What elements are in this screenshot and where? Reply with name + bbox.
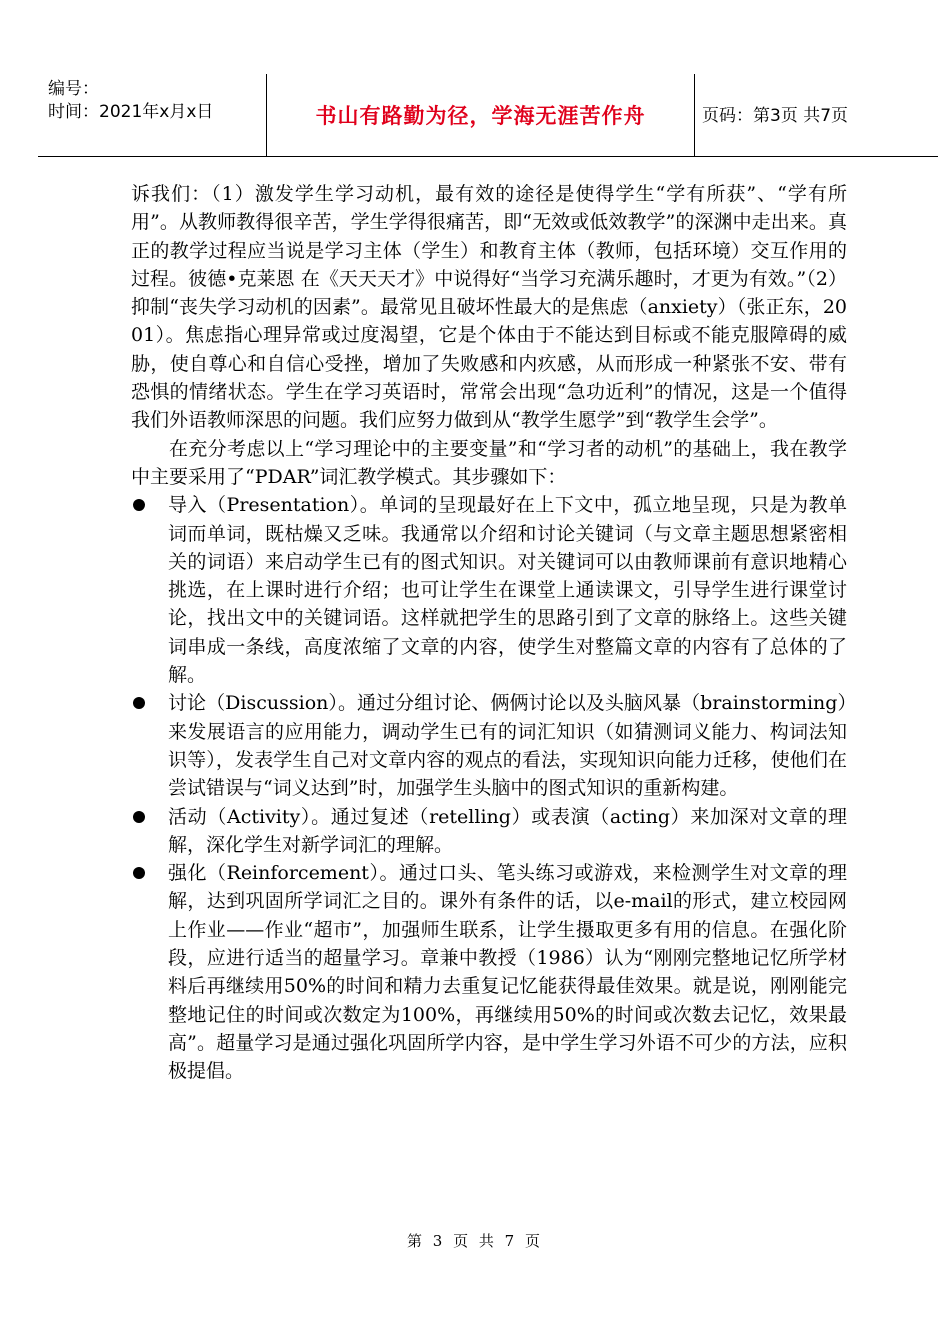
header-page-cell [695,74,938,156]
document-number-label: 编号： [48,79,99,99]
bullet-icon [133,867,145,879]
header-page-info: 页码：第3页 共7页 [702,106,849,126]
bullet-icon [133,499,145,511]
header-meta-cell [38,74,267,156]
header-motto-cell [267,74,695,156]
document-header [38,74,938,157]
step-activity-text: 活动（Activity）。通过复述（retelling）或表演（acting）来加深对文章的理解，深化学生对新学词汇的理解。 [168,805,847,856]
bullet-icon [133,697,145,709]
step-reinforcement-text: 强化（Reinforcement）。通过口头、笔头练习或游戏，来检测学生对文章的理解，达到巩固所学词汇之目的。课外有条件的话，以e-mail的形式，建立校园网上作业——作业“超市”，加强师生联系，让学生摄取更多有用的信息。在强化阶段，应进行适当的超量学习。章兼中教授（1986）认为“刚刚完整地记忆所学材料后再继续用50%的时间和精力去重复记忆能获得最佳效果。就是说，刚刚能完整地记住的时间或次数定为100%，再继续用50%的时间或次数去记忆，效果最高”。超量学习是通过强化巩固所学内容，是中学生学习外语不可少的方法，应积极提倡。 [168,862,847,1083]
header-motto: 书山有路勤为径，学海无涯苦作舟 [315,104,646,128]
document-date: 时间：2021年x月x日 [48,102,214,122]
list-item [131,689,847,802]
step-discussion-text: 讨论（Discussion）。通过分组讨论、俩俩讨论以及头脑风暴（brainstorming）来发展语言的应用能力，调动学生已有的词汇知识（如猜测词义能力、构词法知识等），发表学生自己对文章内容的观点的看法，实现知识向能力迁移，使他们在尝试错误与“词义达到”时，加强学生头脑中的图式知识的重新构建。 [168,692,847,800]
list-item [131,803,847,860]
document-body [131,180,847,1086]
list-item [131,491,847,689]
pdar-intro-paragraph: 在充分考虑以上“学习理论中的主要变量”和“学习者的动机”的基础上，我在教学中主要采用了“PDAR”词汇教学模式。其步骤如下： [131,437,847,488]
page-footer: 第 3 页 共 7 页 [407,1232,543,1250]
step-presentation-text: 导入（Presentation）。单词的呈现最好在上下文中，孤立地呈现，只是为教单词而单词，既枯燥又乏味。我通常以介绍和讨论关键词（与文章主题思想紧密相关的词语）来启动学生已有的图式知识。对关键词可以由教师课前有意识地精心挑选，在上课时进行介绍；也可让学生在课堂上通读课文，引导学生进行课堂讨论，找出文中的关键词语。这样就把学生的思路引到了文章的脉络上。这些关键词串成一条线，高度浓缩了文章的内容，使学生对整篇文章的内容有了总体的了解。 [168,494,847,687]
list-item [131,859,847,1085]
bullet-icon [133,811,145,823]
pdar-steps-list [131,491,847,1085]
intro-paragraph: 诉我们：（1）激发学生学习动机，最有效的途径是使得学生“学有所获”、“学有所用”。从教师教得很辛苦，学生学得很痛苦，即“无效或低效教学”的深渊中走出来。真正的教学过程应当说是学习主体（学生）和教育主体（教师，包括环境）交互作用的过程。彼德•克莱恩 在《天天天才》中说得好“当学习充满乐趣时，才更为有效。”（2）抑制“丧失学习动机的因素”。最常见且破坏性最大的是焦虑（anxiety）（张正东，2001）。焦虑指心理异常或过度渴望，它是个体由于不能达到目标或不能克服障碍的威胁，使自尊心和自信心受挫，增加了失败感和内疚感，从而形成一种紧张不安、带有恐惧的情绪状态。学生在学习英语时，常常会出现“急功近利”的情况，这是一个值得我们外语教师深思的问题。我们应努力做到从“教学生愿学”到“教学生会学”。 [131,183,847,432]
